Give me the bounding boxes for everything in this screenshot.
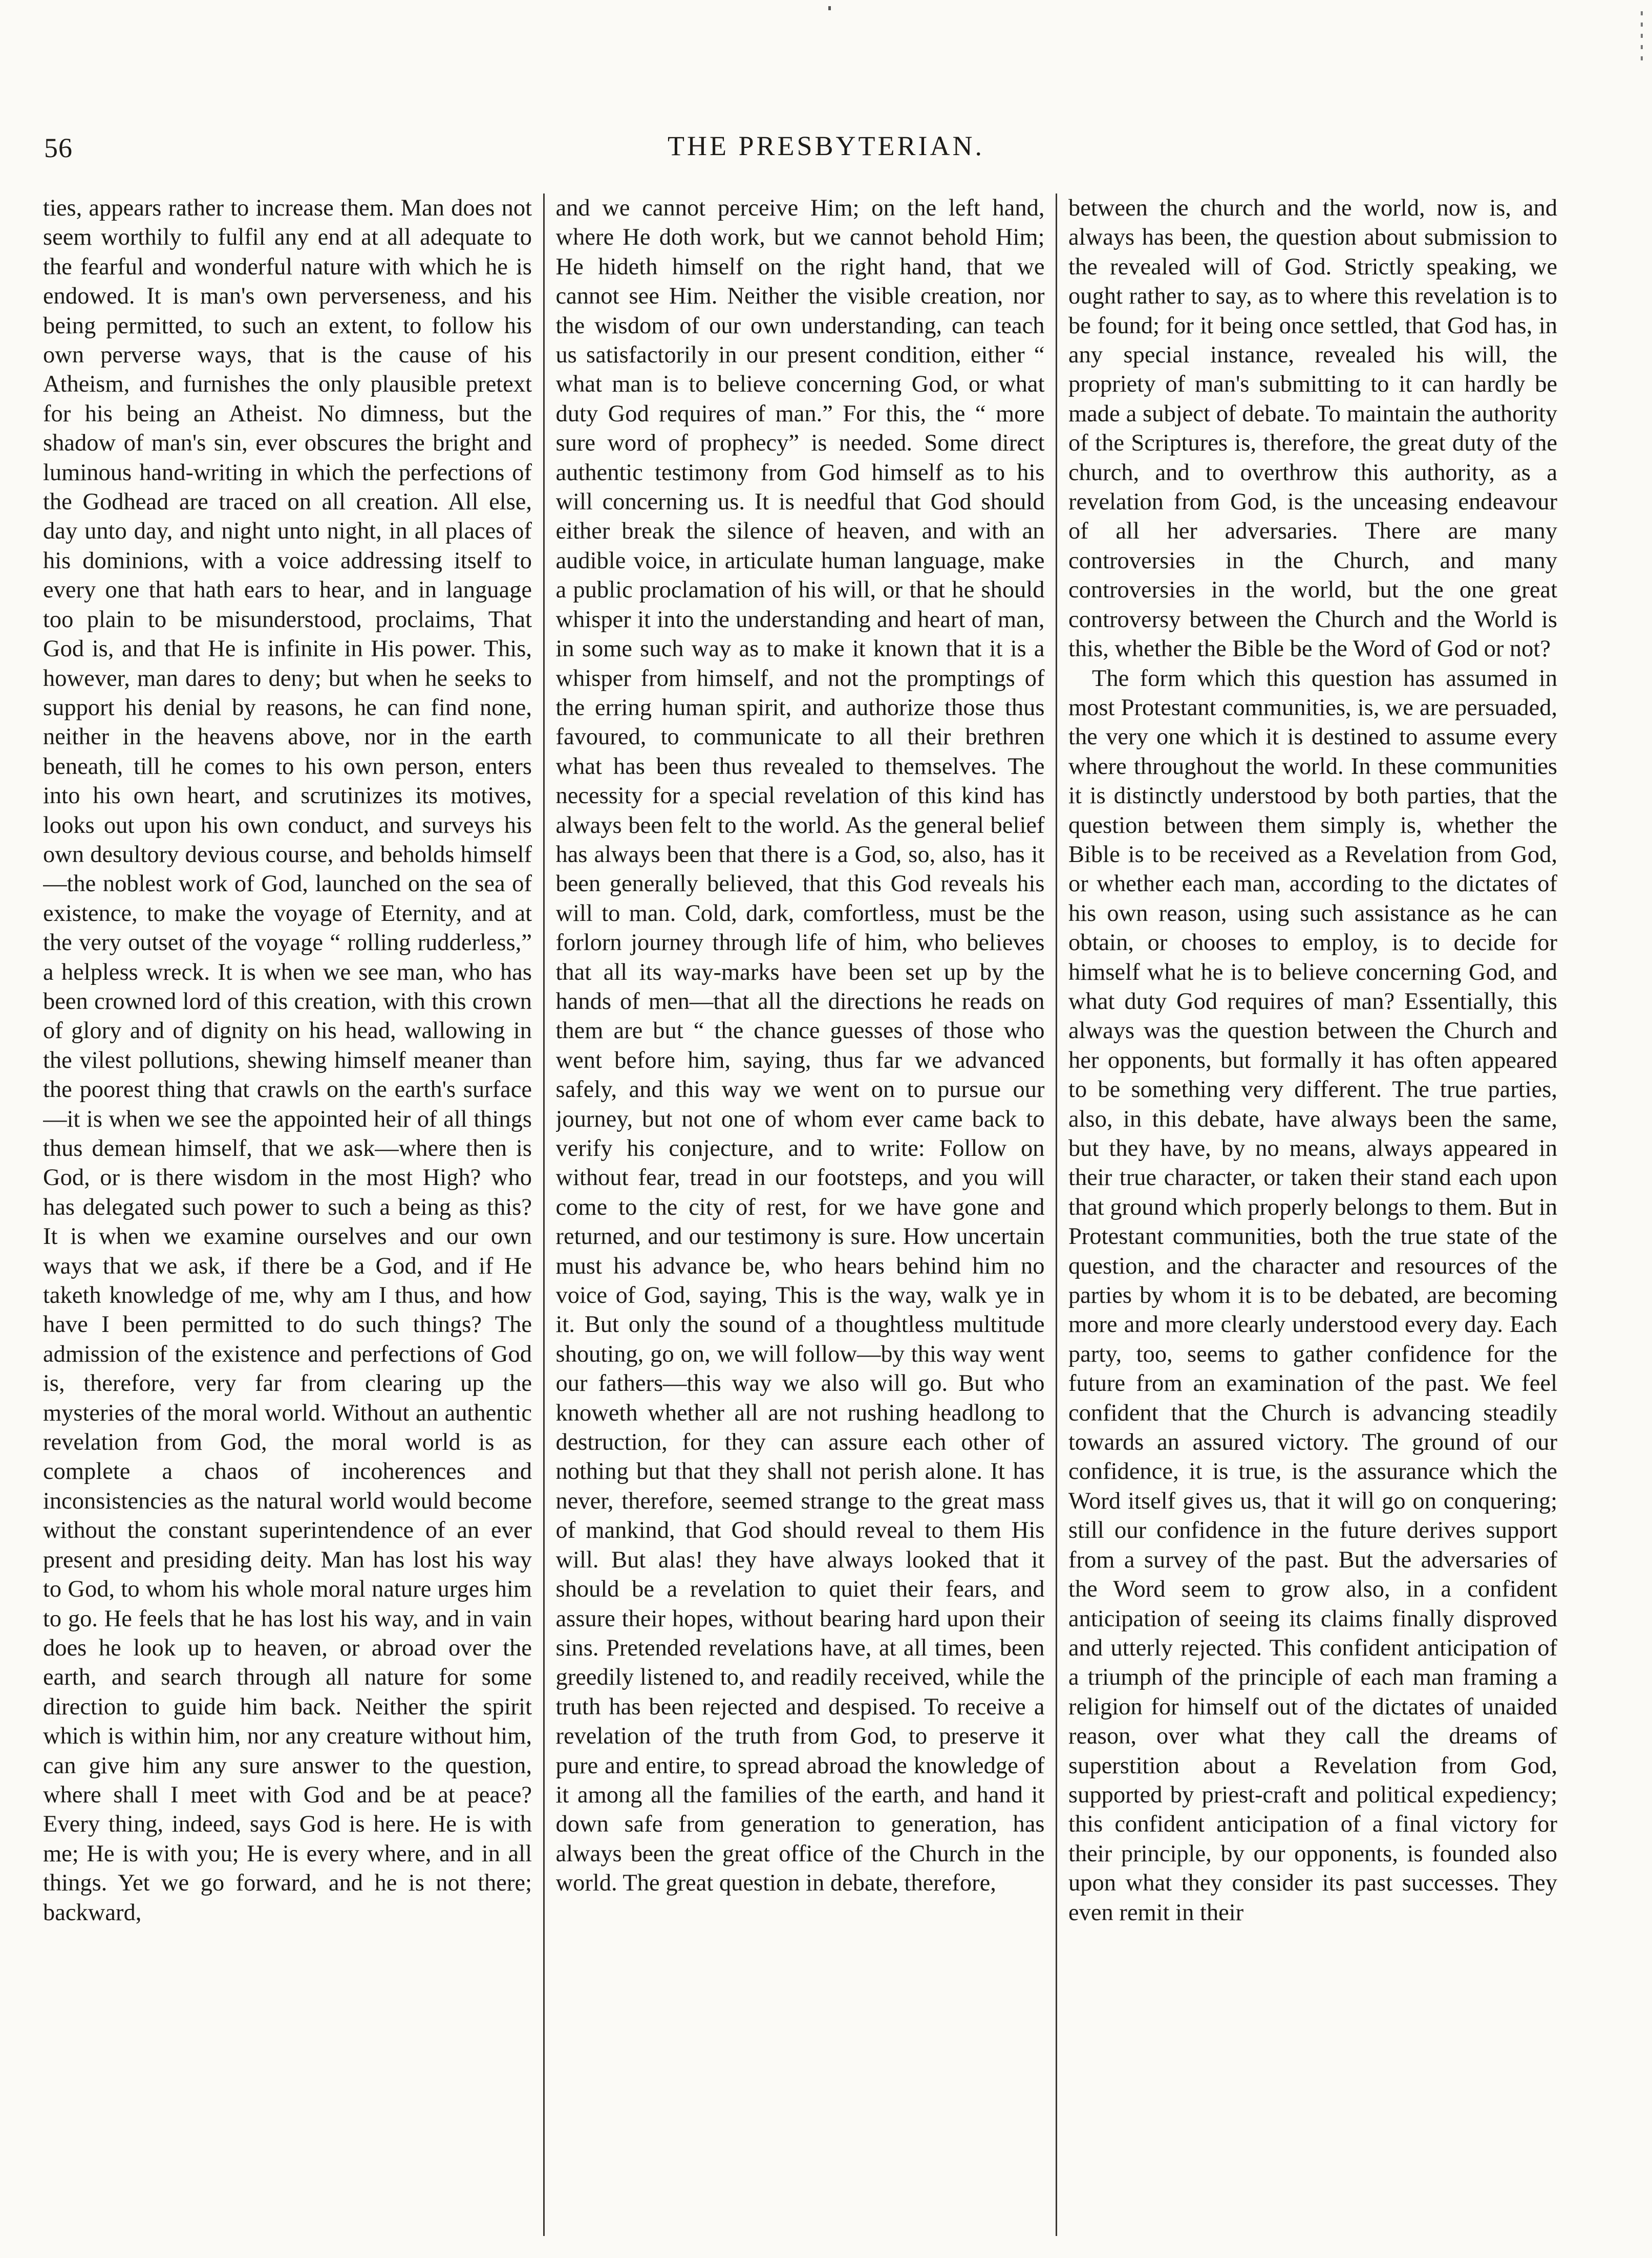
column-right-paragraph-1: between the church and the world, now is, and always has been, the question about submission to the revealed will of God. Strictly speaking, we ought rather to say, as to where this revelation is to be found; for it being once settled, that God has, in any special instance, revealed his will, the propriety of man's submitting to it can hardly be made a subject of debate. To maintain the authority of the Scriptures is, therefore, the great duty of the church, and to overthrow this authority, as a revelation from God, is the unceasing endeavour of all her adversaries. There are many controversies in the Church, and many controversies in the world, but the one great controversy between the Church and the World is this, whether the Bible be the Word of God or not? xyxy=(1068,195,1557,662)
column-divider xyxy=(543,193,545,2236)
scan-edge-marks xyxy=(1641,11,1643,68)
running-title: THE PRESBYTERIAN. xyxy=(667,131,984,161)
text-columns xyxy=(43,193,1557,2236)
column-middle xyxy=(556,193,1045,2236)
column-left xyxy=(43,193,532,2236)
column-divider xyxy=(1056,193,1057,2236)
page-number: 56 xyxy=(44,133,73,163)
column-left-paragraph: ties, appears rather to increase them. Man does not seem worthily to fulfil any end at all adequate to the fearful and wonderful nature with which he is endowed. It is man's own perverseness, and his being permitted, to such an extent, to follow his own perverse ways, that is the cause of his Atheism, and furnishes the only plausible pretext for his being an Atheist. No dimness, but the shadow of man's sin, ever obscures the bright and luminous hand-writing in which the perfections of the Godhead are traced on all creation. All else, day unto day, and night unto night, in all places of his dominions, with a voice addressing itself to every one that hath ears to hear, and in language too plain to be misunderstood, proclaims, That God is, and that He is infinite in His power. This, however, man dares to deny; but when he seeks to support his denial by reasons, he can find none, neither in the heavens above, nor in the earth beneath, till he comes to his own person, enters into his own heart, and scrutinizes its motives, looks out upon his own conduct, and surveys his own desultory devious course, and beholds himself—the noblest work of God, launched on the sea of existence, to make the voyage of Eternity, and at the very outset of the voyage “ rolling rudderless,” a helpless wreck. It is when we see man, who has been crowned lord of this creation, with this crown of glory and of dignity on his head, wallowing in the vilest pollutions, shewing himself meaner than the poorest thing that crawls on the earth's surface—it is when we see the appointed heir of all things thus demean himself, that we ask—where then is God, or is there wisdom in the most High? who has delegated such power to such a being as this? It is when we examine ourselves and our own ways that we ask, if there be a God, and if He taketh knowledge of me, why am I thus, and how have I been permitted to do such things? The admission of the existence and perfections of God is, therefore, very far from clearing up the mysteries of the moral world. Without an authentic revelation from God, the moral world is as complete a chaos of incoherences and inconsistencies as the natural world would become without the constant superintendence of an ever present and presiding deity. Man has lost his way to God, to whom his whole moral nature urges him to go. He feels that he has lost his way, and in vain does he look up to heaven, or abroad over the earth, and search through all nature for some direction to guide him back. Neither the spirit which is within him, nor any creature without him, can give him any sure answer to the question, where shall I meet with God and be at peace? Every thing, indeed, says God is here. He is with me; He is with you; He is every where, and in all things. Yet we go forward, and he is not there; backward, xyxy=(43,195,532,1926)
column-middle-paragraph: and we cannot perceive Him; on the left hand, where He doth work, but we cannot behold Him; He hideth himself on the right hand, that we cannot see Him. Neither the visible creation, nor the wisdom of our own understanding, can teach us satisfactorily in our present condition, either “ what man is to believe concerning God, or what duty God requires of man.” For this, the “ more sure word of prophecy” is needed. Some direct authentic testimony from God himself as to his will concerning us. It is needful that God should either break the silence of heaven, and with an audible voice, in articulate human language, make a public proclamation of his will, or that he should whisper it into the understanding and heart of man, in some such way as to make it known that it is a whisper from himself, and not the promptings of the erring human spirit, and authorize those thus favoured, to communicate to all their brethren what has been thus revealed to themselves. The necessity for a special revelation of this kind has always been felt to the world. As the general belief has always been that there is a God, so, also, has it been generally believed, that this God reveals his will to man. Cold, dark, comfortless, must be the forlorn journey through life of him, who believes that all its way-marks have been set up by the hands of men—that all the directions he reads on them are but “ the chance guesses of those who went before him, saying, thus far we advanced safely, and this way we went on to pursue our journey, but not one of whom ever came back to verify his conjecture, and to write: Follow on without fear, tread in our footsteps, and you will come to the city of rest, for we have gone and returned, and our testimony is sure. How uncertain must his advance be, who hears behind him no voice of God, saying, This is the way, walk ye in it. But only the sound of a thoughtless multitude shouting, go on, we will follow—by this way went our fathers—this way we also will go. But who knoweth whether all are not rushing headlong to destruction, for they can assure each other of nothing but that they shall not perish alone. It has never, therefore, seemed strange to the great mass of mankind, that God should reveal to them His will. But alas! they have always looked that it should be a revelation to quiet their fears, and assure their hopes, without bearing hard upon their sins. Pretended revelations have, at all times, been greedily listened to, and readily received, while the truth has been rejected and despised. To receive a revelation of the truth from God, to preserve it pure and entire, to spread abroad the knowledge of it among all the families of the earth, and hand it down safe from generation to generation, has always been the great office of the Church in the world. The great question in debate, therefore, xyxy=(555,195,1045,1897)
column-right xyxy=(1068,193,1557,2236)
print-speck xyxy=(828,6,831,10)
column-right-paragraph-2: The form which this question has assumed in most Protestant communities, is, we are persuaded, the very one which it is destined to assume every where throughout the world. In these communities it is distinctly understood by both parties, that the question between them simply is, whether the Bible is to be received as a Revelation from God, or whether each man, according to the dictates of his own reason, using such assistance as he can obtain, or chooses to employ, is to decide for himself what he is to believe concerning God, and what duty God requires of man? Essentially, this always was the question between the Church and her opponents, but formally it has often appeared to be something very different. The true parties, also, in this debate, have always been the same, but they have, by no means, always appeared in their true character, or taken their stand each upon that ground which properly belongs to them. But in Protestant communities, both the true state of the question, and the character and resources of the parties by whom it is to be debated, are becoming more and more clearly understood every day. Each party, too, seems to gather confidence for the future from an examination of the past. We feel confident that the Church is advancing steadily towards an assured victory. The ground of our confidence, it is true, is the assurance which the Word itself gives us, that it will go on conquering; still our confidence in the future derives support from a survey of the past. But the adversaries of the Word seem to grow also, in a confident anticipation of seeing its claims finally disproved and utterly rejected. This confident anticipation of a triumph of the principle of each man framing a religion for himself out of the dictates of unaided reason, over what they call the dreams of superstition about a Revelation from God, supported by priest-craft and political expediency; this confident anticipation of a final victory for their principle, by our opponents, is founded also upon what they consider its past successes. They even remit in their xyxy=(1068,665,1557,1926)
